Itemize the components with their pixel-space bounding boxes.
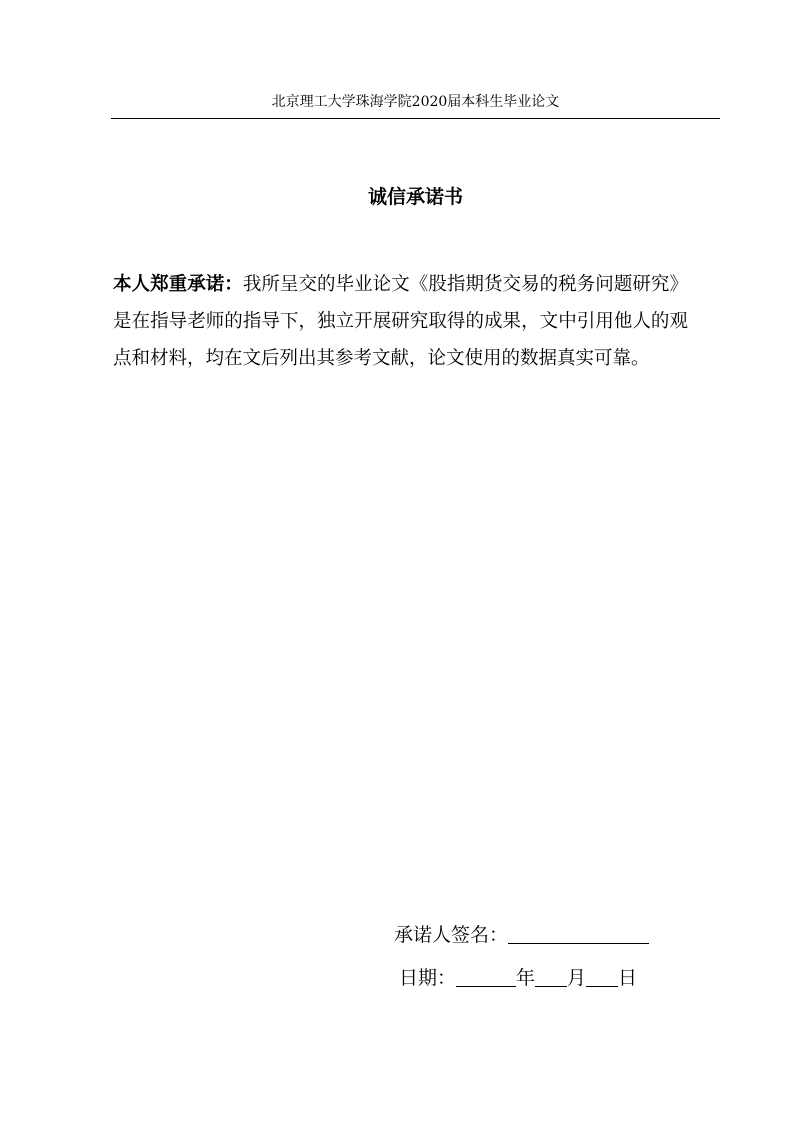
pledge-body: 我所呈交的毕业论文《股指期货交易的税务问题研究》是在指导老师的指导下，独立开展研究取得的成果，文中引用他人的观点和材料，均在文后列出其参考文献，论文使用的数据真实可靠。 (113, 274, 688, 369)
day-blank[interactable] (586, 966, 618, 987)
year-label: 年 (516, 967, 536, 989)
pledge-lead: 本人郑重承诺： (113, 274, 243, 295)
year-blank[interactable] (456, 966, 516, 987)
day-label: 日 (618, 967, 638, 989)
date-label: 日期： (399, 967, 457, 989)
page-title: 诚信承诺书 (367, 186, 463, 208)
header-divider (111, 118, 720, 119)
page-header (111, 92, 720, 112)
signature-label: 承诺人签名： (394, 924, 509, 946)
signature-blank[interactable] (508, 923, 649, 944)
signature-row (394, 922, 649, 948)
month-label: 月 (567, 967, 587, 989)
month-blank[interactable] (535, 966, 567, 987)
date-row (399, 965, 637, 991)
pledge-paragraph (113, 266, 688, 377)
header-text: 北京理工大学珠海学院2020届本科生毕业论文 (271, 94, 560, 110)
